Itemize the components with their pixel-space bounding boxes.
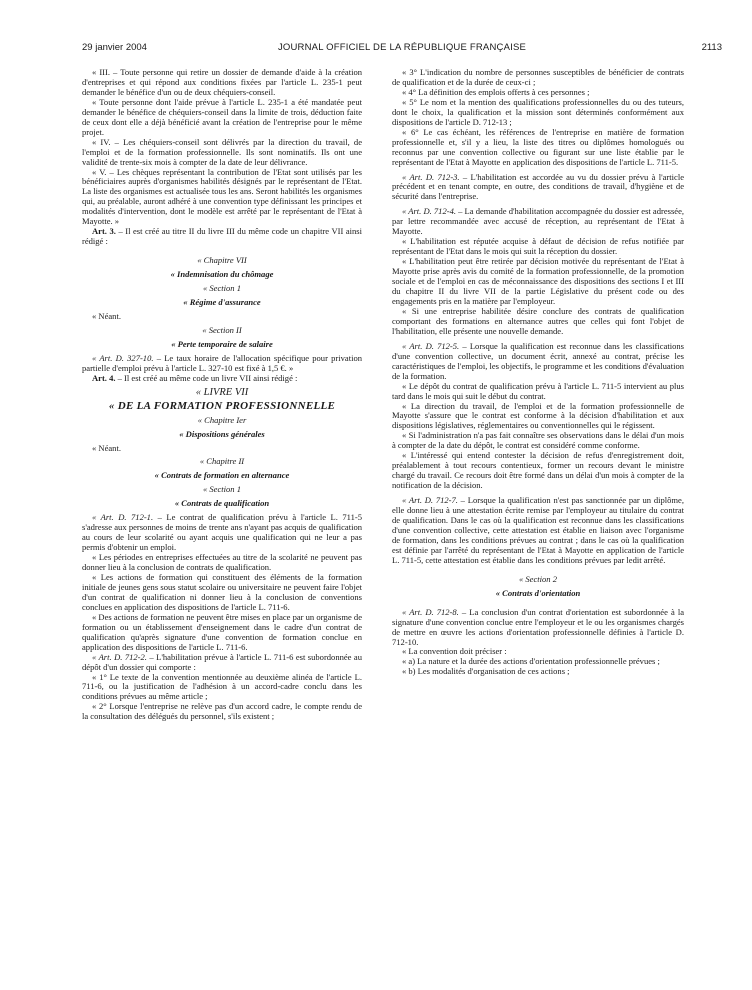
chapter-heading: « Chapitre II (199, 456, 245, 467)
paragraph: « 3° L'indication du nombre de personnes susceptibles de bénéficier de contrats de qualification et de la durée de ceux-ci ; (392, 67, 684, 87)
paragraph: « Néant. (92, 310, 121, 321)
article-label: « Art. D. 712-3. (402, 171, 460, 182)
article-label: Art. 4. (92, 372, 116, 383)
article-text: – L'habilitation est accordée au vu du dossier prévu à l'article précédent et en tenant compte, en outre, des conditions de travail, d'hygiène et de sécurité dans l'entreprise. (392, 171, 684, 202)
paragraph: « 2° Lorsque l'entreprise ne relève pas d'un accord cadre, le compte rendu de la consultation des délégués du personnel, s'ils existent ; (82, 701, 362, 722)
paragraph: « Si une entreprise habilitée désire conclure des contrats de qualification comportant des formations en alternance autres que celles qui font l'objet de l'habilitation, elle présente une nouvelle demande. (392, 305, 684, 336)
article-d-712-7 (392, 496, 684, 566)
article-label: Art. 3. (92, 226, 116, 237)
article-label: « Art. D. 712-2. (92, 651, 147, 662)
article-label: « Art. D. 327-10. (92, 352, 154, 363)
section-heading: « Section 1 (203, 283, 241, 294)
article-d-327-10 (82, 354, 362, 374)
article-3 (82, 227, 362, 247)
chapter-heading: « Chapitre Ier (197, 414, 247, 425)
paragraph: « Des actions de formation ne peuvent être mises en place par un organisme de formation ou un établissement d'enseignement dans le cadre d'un contrat de qualification qu'après signature d'une convention de formation conclue en application des dispositions de l'article L. 711-6. (82, 611, 362, 652)
paragraph: « L'intéressé qui entend contester la décision de refus d'enregistrement doit, préalablement à tout recours contentieux, former un recours devant le ministre chargé du travail. Ce recours doit être formé dans un délai d'un mois à compter de la notification de la décision. (392, 450, 684, 491)
paragraph: « IV. – Les chéquiers-conseil sont délivrés par la direction du travail, de l'emploi et de la formation professionnelle. Ils sont nominatifs. Ils ont une validité de trente-six mois à compter de la date de leur délivrance. (82, 136, 362, 167)
header-title: JOURNAL OFFICIEL DE LA RÉPUBLIQUE FRANÇAISE (277, 42, 527, 53)
article-label: « Art. D. 712-1. (92, 512, 154, 523)
paragraph: « L'habilitation est réputée acquise à défaut de décision de refus notifiée par représentant de l'Etat dans le mois qui suit la réception du dossier. (392, 236, 684, 257)
chapter-title: « Indemnisation du chômage (170, 269, 274, 280)
page-header (82, 42, 722, 56)
paragraph: « a) La nature et la durée des actions d'orientation professionnelle prévues ; (402, 656, 660, 667)
article-label: « Art. D. 712-4. (402, 206, 456, 217)
paragraph: « b) Les modalités d'organisation de ces actions ; (402, 666, 570, 677)
paragraph: « La direction du travail, de l'emploi et de la formation professionnelle de Mayotte s'assure que le contrat est conforme à la décision d'habilitation et aux dispositions législatives, réglementaires ou conventionnelles qui le régissent. (392, 400, 684, 431)
section-heading: « Section II (202, 324, 242, 335)
paragraph: « V. – Les chèques représentant la contribution de l'Etat sont utilisés par les bénéficiaires auprès d'organismes habilités désignés par le représentant de l'Etat. La liste des organismes est actualisée tous les ans. Seront habilités les organismes qui, au préalable, auront adhéré à une convention type définissant les principes et modalités d'intervention, dont le modèle est arrêté par le représentant de l'Etat à Mayotte. » (82, 166, 362, 227)
paragraph: « Les périodes en entreprises effectuées au titre de la scolarité ne peuvent pas donner lieu à la conclusion de contrats de qualification. (82, 552, 362, 573)
book-heading: « LIVRE VII (195, 386, 249, 398)
paragraph: « 4° La définition des emplois offerts à ces personnes ; (402, 86, 590, 97)
article-d-712-8 (392, 608, 684, 648)
article-d-712-3 (392, 173, 684, 203)
article-d-712-4 (392, 207, 684, 237)
section-title: « Contrats d'orientation (495, 587, 581, 598)
paragraph: « III. – Toute personne qui retire un dossier de demande d'aide à la création d'entreprises et qui répond aux conditions fixées par l'article L. 235-1 peut demander le bénéfice d'un ou de deux chéquiers-conseil. (82, 67, 362, 97)
article-text: – Il est créé au même code un livre VII ainsi rédigé : (115, 372, 298, 383)
article-text: – Le contrat de qualification prévu à l'article L. 711-5 s'adresse aux personnes de moins de trente ans n'ayant pas acquis de qualification au cours de leur scolarité ou ayant acquis une qualification qui ne leur a pas permis d'obtenir un emploi. (82, 512, 362, 553)
article-text: – Lorsque la qualification n'est pas sanctionnée par un diplôme, elle donne lieu à une attestation écrite remise par l'employeur au titulaire du contrat de qualification. Dans le cas où la qualification est reconnue dans les classifications d'une convention collective, cette attestation est établie en liaison avec l'organisme de formation, dans les conditions prévues au contrat ; dans le cas où la qualification est définie par l'arrêté du représentant de l'Etat à Mayotte en application de l'article L. 711-5, cette attestation est établie dans les conditions prévues par ledit arrêté. (392, 495, 684, 565)
paragraph: « La convention doit préciser : (402, 646, 507, 657)
section-title: « Régime d'assurance (183, 297, 261, 308)
paragraph: « 5° Le nom et la mention des qualifications professionnelles du ou des tuteurs, dont le choix, la qualification et la mission sont déterminés conformément aux dispositions de l'article D. 712-13 ; (392, 96, 684, 127)
book-title: « DE LA FORMATION PROFESSIONNELLE (108, 399, 336, 412)
article-label: « Art. D. 712-5. (402, 340, 460, 351)
section-title: « Perte temporaire de salaire (171, 338, 273, 349)
paragraph: « Le dépôt du contrat de qualification prévu à l'article L. 711-5 intervient au plus tard dans le mois qui suit le début du contrat. (392, 380, 684, 401)
article-text: – Lorsque la qualification est reconnue dans les classifications d'une convention collective, un document écrit, annexé au contrat, précise les caractéristiques de l'emploi, les objectifs, le programme et les conditions d'évaluation de la formation. (392, 340, 684, 381)
page-number: 2113 (701, 42, 722, 53)
chapter-title: « Dispositions générales (179, 428, 265, 439)
article-label: « Art. D. 712-8. (402, 606, 459, 617)
article-text: – La demande d'habilitation accompagnée du dossier est adressée, par lettre recommandée avec accusé de réception, au représentant de l'Etat à Mayotte. (392, 206, 684, 237)
article-d-712-5 (392, 342, 684, 382)
article-text: – La conclusion d'un contrat d'orientation est subordonnée à la signature d'une convention conclue entre l'employeur et le ou les organismes chargés de mettre en œuvre les actions d'orientation professionnelle définies à l'article D. 712-10. (392, 606, 684, 647)
article-label: « Art. D. 712-7. (402, 495, 458, 506)
paragraph: « 1° Le texte de la convention mentionnée au deuxième alinéa de l'article L. 711-6, ou la justification de l'adhésion à un accord-cadre conclu dans les conditions prévues au même article ; (82, 671, 362, 702)
paragraph: « L'habilitation peut être retirée par décision motivée du représentant de l'Etat à Mayotte prise après avis du comité de la formation professionnelle, de la promotion sociale et de l'emploi en cas de méconnaissance des dispositions des sections I et III du chapitre II du livre VII de la partie Législative du présent code ou des engagements pris en la matière par l'employeur. (392, 256, 684, 306)
article-d-712-1 (82, 513, 362, 553)
paragraph: « Les actions de formation qui constituent des éléments de la formation initiale de jeunes gens sous statut scolaire ou universitaire ne peuvent faire l'objet d'un contrat de qualification ni donner lieu à la conclusion de conventions conclues en application des dispositions de l'article L. 711-6. (82, 571, 362, 612)
chapter-heading: « Chapitre VII (197, 255, 247, 266)
chapter-title: « Contrats de formation en alternance (154, 470, 290, 481)
paragraph: « Néant. (92, 442, 121, 453)
header-date: 29 janvier 2004 (82, 42, 147, 53)
paragraph: « 6° Le cas échéant, les références de l'entreprise en matière de formation professionnelle et, s'il y a lieu, la liste des titres ou diplômes homologués ou reconnus par une convention collective ou figurant sur une liste établie par le représentant de l'Etat à Mayotte en application des dispositions de l'article L. 711-5. (392, 126, 684, 167)
section-title: « Contrats de qualification (174, 498, 270, 509)
section-heading: « Section 1 (203, 484, 241, 495)
article-text: – Il est créé au titre II du livre III du même code un chapitre VII ainsi rédigé : (82, 226, 363, 247)
right-column (392, 68, 684, 677)
paragraph: « Toute personne dont l'aide prévue à l'article L. 235-1 a été mandatée peut demander le bénéfice de chéquiers-conseil dans la limite de trois, déduction faite de ceux dont elle a déjà bénéficié avant la création de l'entreprise pour le même projet. (82, 96, 362, 137)
section-heading: « Section 2 (519, 573, 557, 584)
article-text: – Le taux horaire de l'allocation spécifique pour privation partielle d'emploi prévu à l'article L. 327-10 est fixé à 1,5 €. » (82, 352, 362, 373)
article-text: – L'habilitation prévue à l'article L. 711-6 est subordonnée au dépôt d'un dossier qui comporte : (82, 651, 362, 672)
paragraph: « Si l'administration n'a pas fait connaître ses observations dans le délai d'un mois à compter de la date du dépôt, le contrat est considéré comme conforme. (392, 430, 684, 451)
left-column (82, 68, 362, 722)
article-d-712-2 (82, 653, 362, 673)
article-4 (82, 374, 362, 384)
